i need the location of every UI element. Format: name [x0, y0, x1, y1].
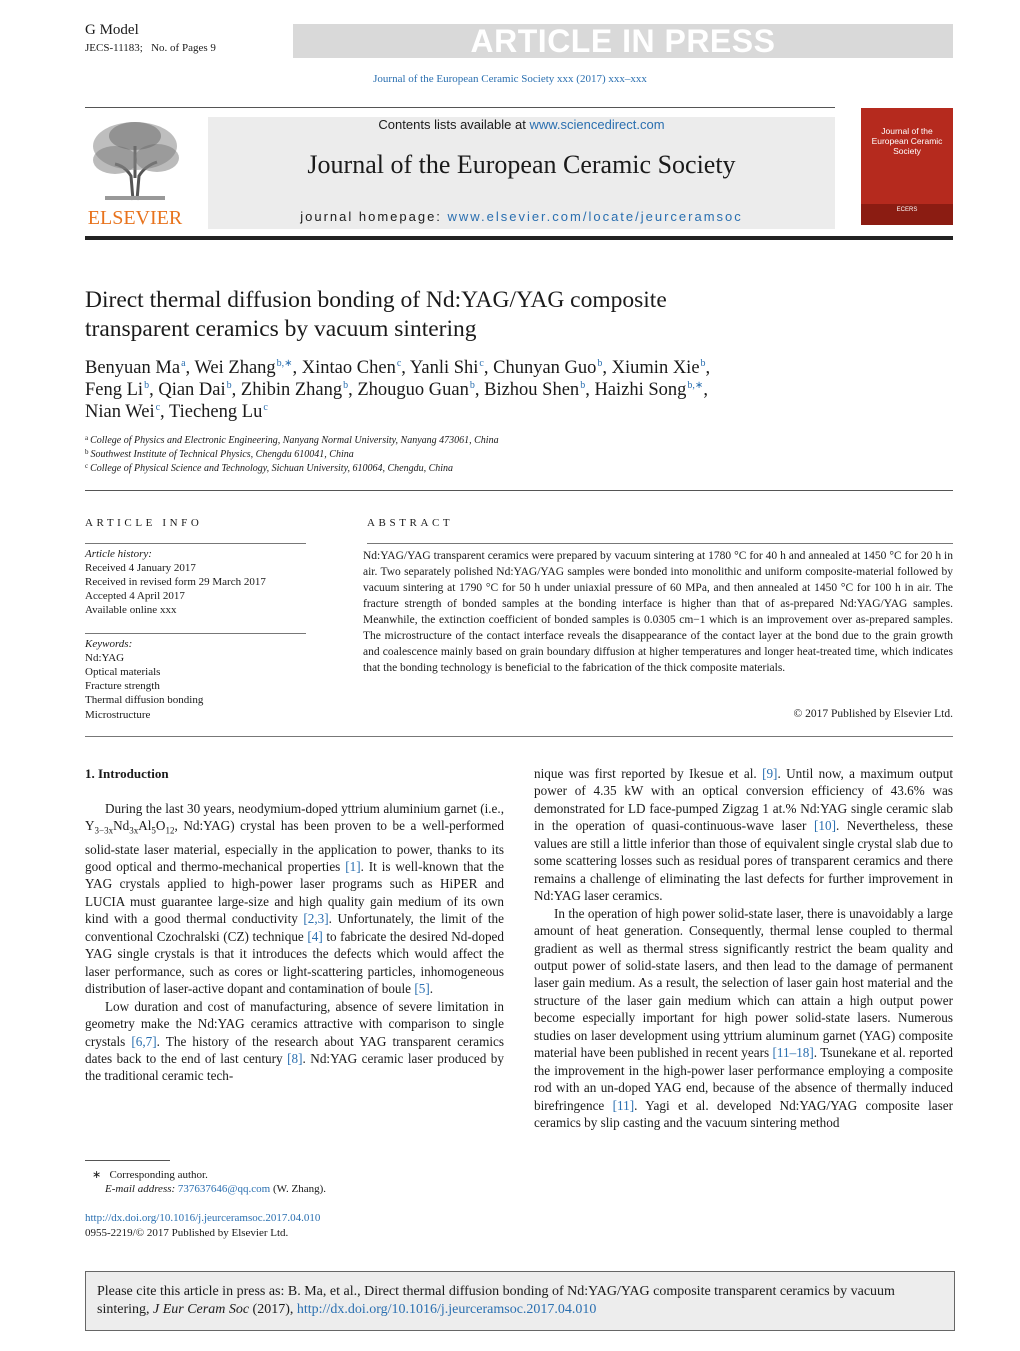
author-separator: ,: [602, 358, 612, 378]
author-separator: ,: [292, 358, 302, 378]
keyword: Microstructure: [85, 709, 151, 721]
author-separator: ,: [348, 380, 358, 400]
affiliation-a: [85, 434, 499, 446]
title-line-2: transparent ceramics by vacuum sintering: [85, 316, 477, 342]
article-in-press-banner: [293, 24, 953, 58]
affiliation-text: Southwest Institute of Technical Physics, Chengdu 610041, China: [90, 449, 354, 460]
citation-link[interactable]: [11–18]: [772, 1045, 814, 1061]
author-separator: ,: [160, 402, 169, 422]
author-separator: ,: [483, 358, 494, 378]
footnote-rule: [85, 1160, 170, 1161]
citation-link[interactable]: [9]: [762, 766, 778, 781]
author-line-3: [85, 402, 268, 423]
author-affiliation-marker[interactable]: b,∗: [687, 380, 704, 391]
author-name[interactable]: Haizhi Song: [594, 380, 687, 400]
elsevier-tree-icon: [85, 116, 185, 228]
sciencedirect-link[interactable]: www.sciencedirect.com: [529, 117, 665, 132]
citation-link[interactable]: [10]: [814, 818, 836, 834]
author-affiliation-marker[interactable]: c: [479, 358, 484, 369]
author-affiliation-marker[interactable]: b: [700, 358, 706, 369]
abstract-copyright: © 2017 Published by Elsevier Ltd.: [793, 708, 953, 720]
citation-link[interactable]: [4]: [307, 928, 323, 944]
author-name[interactable]: Bizhou Shen: [484, 380, 580, 400]
author-separator: ,: [585, 380, 595, 400]
author-name[interactable]: Feng Li: [85, 380, 144, 400]
affiliation-c: [85, 462, 453, 474]
elsevier-logo[interactable]: [85, 116, 185, 228]
keyword: Thermal diffusion bonding: [85, 694, 204, 706]
publisher-wordmark: ELSEVIER: [87, 207, 183, 228]
divider: [85, 490, 953, 491]
author-name[interactable]: Wei Zhang: [194, 358, 276, 378]
affiliation-text: College of Physical Science and Technology, Sichuan University, 610064, Chengdu, China: [90, 463, 454, 474]
journal-cover-thumbnail[interactable]: [861, 108, 953, 225]
citation-box: [85, 1271, 955, 1331]
paragraph: In the operation of high power solid-state laser, there is unavoidably a large amount of heat generation. Consequently, thermal lense coupled to thermal gradient as well as thermal stress significantly restrict the beam quality and output power of solid-state lasers, and then lead to the damage of permanent laser gain medium. As a result, the selection of laser gain host material and the structure of the laser gain medium which can attain a high output power become especially important for high power solid-state lasers. Numerous studies on laser development using yttrium aluminum garnet (YAG) composite material have been published in recent years [11–18]. Tsunekane et al. reported the improvement in the high-power laser performance employing a composite rod with an un-doped YAG end, because of the absence of thermally induced birefringence [11]. Yagi et al. developed Nd:YAG/YAG composite laser ceramics by slip casting and the vacuum sintering method: [534, 905, 954, 1131]
citation-doi-link[interactable]: http://dx.doi.org/10.1016/j.jeurceramsoc.2017.04.010: [296, 1302, 597, 1317]
citation-journal: J Eur Ceram Soc: [153, 1302, 250, 1317]
author-separator: ,: [185, 358, 195, 378]
page-count: No. of Pages 9: [151, 42, 216, 54]
citation-link[interactable]: [6,7]: [131, 1033, 157, 1049]
keywords-label: Keywords:: [85, 638, 133, 650]
g-model-label: G Model: [85, 22, 139, 38]
header-thick-rule: [85, 236, 953, 240]
divider: [85, 633, 306, 634]
author-affiliation-marker[interactable]: b: [343, 380, 349, 391]
article-in-press-text: ARTICLE IN PRESS: [470, 23, 776, 59]
author-name[interactable]: Zhouguo Guan: [357, 380, 469, 400]
affiliation-b: [85, 448, 354, 460]
paragraph: During the last 30 years, neodymium-doped yttrium aluminium garnet (i.e., $Y_{3-3x}Nd_{3x}Al_5O_{12}$, Nd:YAG) crystal has been proven to be a well-performed solid-state laser material, especially in the application to power, thanks to its good optical and thermo-mechanical properties [1]. It is well-known that the YAG crystals applied to high-power laser programs such as HiPER and LUCIA must guarantee large-size and high quality gain medium of its own kind with a good thermal conductivity [2,3]. Unfortunately, the limit of the conventional Czochralski (CZ) technique [4] to fabricate the desired Nd-doped YAG single crystals is that it introduces the defects which would affect the laser performance, such as cores or light-scattering particles, inhomogeneous distribution of laser-active dopant and contamination of boule [5].: [85, 801, 504, 997]
citation-link[interactable]: [11]: [612, 1097, 635, 1113]
citation-link[interactable]: [2,3]: [303, 911, 329, 927]
author-name[interactable]: Qian Dai: [158, 380, 226, 400]
affiliation-marker: b: [85, 448, 89, 456]
citation-text: Please cite this article in press as: B. Ma, et al., Direct thermal diffusion bonding of Nd:YAG/YAG composite transparent ceramics by vacuum sintering, J Eur Ceram Soc (2017), http://dx.doi.org/10.1016/j.jeurceramsoc.2017.04.010: [97, 1284, 895, 1317]
issn-copyright: 0955-2219/© 2017 Published by Elsevier Ltd.: [85, 1227, 289, 1239]
affiliation-marker: c: [85, 462, 89, 470]
corresponding-author-note: ∗ Corresponding author.: [92, 1169, 208, 1181]
history-revised: Received in revised form 29 March 2017: [85, 576, 266, 588]
header-rule: [85, 107, 835, 108]
paragraph: Low duration and cost of manufacturing, absence of severe limitation in geometry make the Nd:YAG ceramics attractive with comparison to single crystals [6,7]. The history of the research about YAG transparent ceramics dates back to the end of last century [8]. Nd:YAG ceramic laser produced by the traditional ceramic tech-: [85, 998, 504, 1084]
article-info-heading: ARTICLE INFO: [85, 517, 203, 529]
author-affiliation-marker[interactable]: c: [396, 358, 402, 369]
author-name[interactable]: Xiumin Xie: [611, 358, 700, 378]
journal-reference-link[interactable]: Journal of the European Ceramic Society xxx (2017) xxx–xxx: [373, 73, 647, 85]
abstract-heading: ABSTRACT: [367, 517, 454, 529]
author-name[interactable]: Chunyan Guo: [493, 358, 597, 378]
author-separator: ,: [705, 358, 711, 378]
article-title: [85, 286, 945, 344]
author-name[interactable]: Xintao Chen: [301, 358, 396, 378]
author-separator: ,: [149, 380, 159, 400]
author-affiliation-marker[interactable]: b,∗: [276, 358, 293, 369]
author-separator: ,: [231, 380, 241, 400]
email-link[interactable]: 737637646@qq.com: [177, 1183, 271, 1195]
citation-link[interactable]: [5]: [414, 981, 430, 997]
body-column-right: [534, 765, 953, 1132]
author-affiliation-marker[interactable]: b: [469, 380, 475, 391]
author-line-2: [85, 380, 708, 401]
history-received: Received 4 January 2017: [85, 562, 196, 574]
author-affiliation-marker[interactable]: b: [580, 380, 586, 391]
history-accepted: Accepted 4 April 2017: [85, 590, 185, 602]
doi-link[interactable]: http://dx.doi.org/10.1016/j.jeurceramsoc.2017.04.010: [85, 1212, 321, 1224]
author-affiliation-marker[interactable]: b: [226, 380, 232, 391]
email-note: E-mail address: 737637646@qq.com (W. Zhang).: [105, 1183, 327, 1195]
citation-link[interactable]: [1]: [345, 859, 361, 874]
abstract-text: Nd:YAG/YAG transparent ceramics were prepared by vacuum sintering at 1780 °C for 40 h and annealed at 1450 °C for 20 h in air. Two separately polished Nd:YAG/YAG samples were bonded into monolithic and uniform composite-material followed by vacuum sintering at 1790 °C for 50 h under uniaxial pressure of 60 MPa, and then annealed at 1450 °C for 100 h in air. The fracture strength of bonded samples at the bonding interface is higher than that of as-prepared Nd:YAG/YAG samples. Meanwhile, the extinction coefficient of bonded samples is 0.0305 cm−1 which is an improvement over as-prepared samples. The microstructure of the contact interface reveals the disappearance of the contact layer at the bond due to the grain growth and coalescence mainly based on grain boundary diffusion at higher temperatures and longer heat-treated time, which indicates that the bonding technology is beneficial to the fabrication of the thick composite materials.: [363, 550, 953, 675]
divider: [85, 736, 953, 737]
author-name[interactable]: Tiecheng Lu: [168, 402, 263, 422]
keyword: Nd:YAG: [85, 652, 125, 664]
title-line-1: Direct thermal diffusion bonding of Nd:YAG/YAG composite: [85, 287, 667, 313]
homepage-prefix: journal homepage:: [300, 209, 448, 224]
history-online: Available online xxx: [85, 604, 177, 616]
author-separator: ,: [703, 380, 708, 400]
author-affiliation-marker[interactable]: a: [181, 358, 186, 369]
citation-link[interactable]: [8]: [287, 1050, 303, 1066]
cover-footer-text: ECERS: [896, 207, 918, 213]
author-affiliation-marker[interactable]: b: [144, 380, 150, 391]
author-name[interactable]: Zhibin Zhang: [240, 380, 343, 400]
author-line-1: [85, 358, 710, 379]
keyword: Optical materials: [85, 666, 161, 678]
author-affiliation-marker[interactable]: b: [597, 358, 603, 369]
affiliation-marker: a: [85, 434, 89, 442]
contents-prefix: Contents lists available at: [378, 117, 530, 132]
affiliation-text: College of Physics and Electronic Engineering, Nanyang Normal University, Nanyang 473061, China: [90, 435, 499, 446]
author-affiliation-marker[interactable]: c: [263, 402, 268, 413]
journal-name: Journal of the European Ceramic Society: [307, 150, 736, 179]
author-separator: ,: [474, 380, 485, 400]
divider: [367, 543, 953, 544]
cover-title: Journal of the European Ceramic Society: [871, 126, 943, 156]
author-name[interactable]: Benyuan Ma: [85, 358, 181, 378]
journal-homepage-link[interactable]: www.elsevier.com/locate/jeurceramsoc: [447, 209, 743, 224]
journal-homepage-line: [208, 209, 835, 224]
cover-footer-strip: [861, 204, 953, 225]
contents-lists-line: [208, 117, 835, 132]
author-separator: ,: [401, 358, 410, 378]
manuscript-id: JECS-11183;: [85, 42, 143, 54]
author-name[interactable]: Nian Wei: [85, 402, 155, 422]
manuscript-code: [85, 42, 216, 54]
body-column-left: [85, 800, 504, 1085]
section-heading-introduction: 1. Introduction: [85, 766, 169, 781]
keyword: Fracture strength: [85, 680, 160, 692]
article-history-label: Article history:: [85, 548, 152, 560]
divider: [85, 543, 306, 544]
author-affiliation-marker[interactable]: c: [155, 402, 161, 413]
paragraph: nique was first reported by Ikesue et al. [9]. Until now, a maximum output power of 4.35 kW with an optical conversion efficiency of 43.6% was demonstrated for LD face-pumped Zigzag 1 at.% Nd:YAG single ceramic slab in the operation of quasi-continuous-wave laser [10]. Nevertheless, these values are still a little inferior than those of equivalent single crystal slab due to some scattering losses such as residual pores of transparent ceramics and there remains a challenge of eliminating the last defects for further improvement in Nd:YAG laser ceramics.: [534, 766, 954, 904]
author-name[interactable]: Yanli Shi: [409, 358, 479, 378]
